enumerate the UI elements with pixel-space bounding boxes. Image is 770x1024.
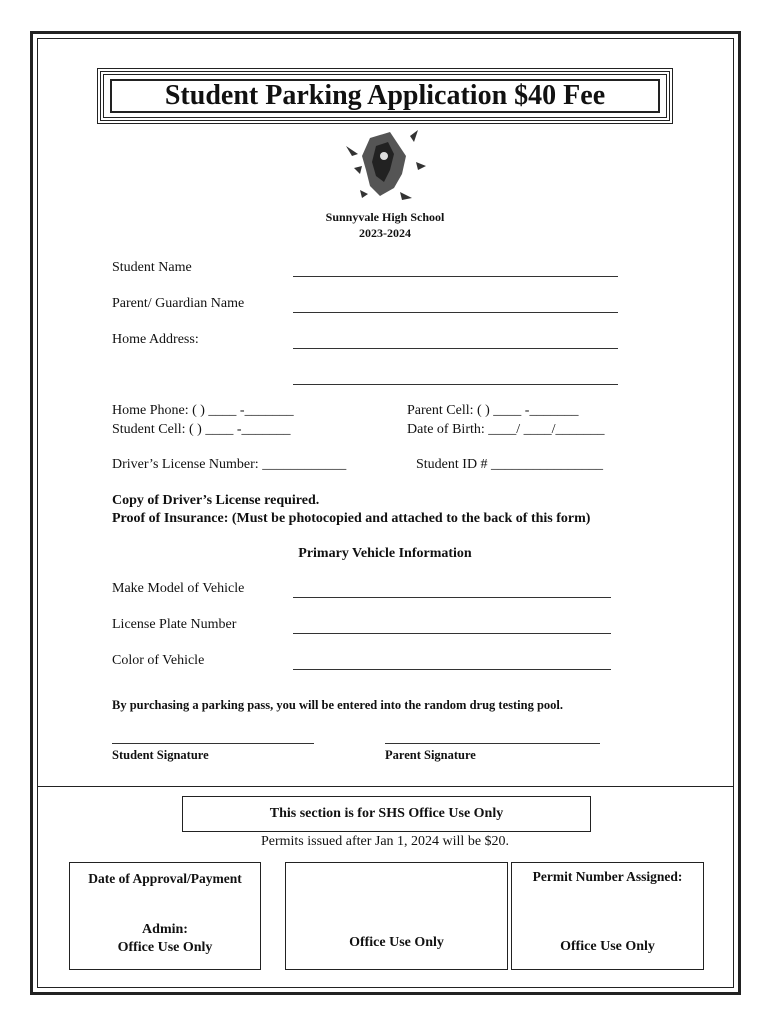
make-model-label: Make Model of Vehicle: [112, 581, 245, 596]
license-number-field[interactable]: Driver’s License Number: ____________: [112, 457, 347, 472]
license-requirement: Copy of Driver’s License required.: [112, 493, 320, 508]
vehicle-heading: Primary Vehicle Information: [298, 546, 472, 561]
form-title: Student Parking Application $40 Fee: [110, 79, 660, 113]
parent-cell-field[interactable]: Parent Cell: ( ) ____ -_______: [407, 403, 579, 418]
middle-office-box: [285, 862, 508, 970]
insurance-requirement: Proof of Insurance: (Must be photocopied and attached to the back of this form): [112, 511, 591, 526]
color-label: Color of Vehicle: [112, 653, 205, 668]
permit-price-note: Permits issued after Jan 1, 2024 will be $20.: [260, 834, 510, 849]
student-name-line[interactable]: [293, 276, 618, 277]
student-signature-label: Student Signature: [112, 748, 209, 762]
approval-date-title: Date of Approval/Payment: [88, 871, 242, 886]
color-line[interactable]: [293, 669, 611, 670]
home-address-label: Home Address:: [112, 332, 199, 347]
parent-name-line[interactable]: [293, 312, 618, 313]
home-phone-field[interactable]: Home Phone: ( ) ____ -_______: [112, 403, 294, 418]
student-cell-field[interactable]: Student Cell: ( ) ____ -_______: [112, 422, 291, 437]
student-id-field[interactable]: Student ID # ________________: [416, 457, 604, 472]
school-mascot-logo: [340, 126, 432, 208]
section-divider: [37, 786, 734, 787]
permit-number-box: [511, 862, 704, 970]
plate-line[interactable]: [293, 633, 611, 634]
box2-office-use: Office Use Only: [349, 935, 444, 950]
drug-testing-notice: By purchasing a parking pass, you will be entered into the random drug testing pool.: [112, 698, 563, 712]
home-address-line-1[interactable]: [293, 348, 618, 349]
title-box: [100, 71, 670, 121]
plate-label: License Plate Number: [112, 617, 237, 632]
school-year: 2023-2024: [359, 226, 411, 240]
dob-field[interactable]: Date of Birth: ____/ ____/_______: [407, 422, 605, 437]
parent-name-label: Parent/ Guardian Name: [112, 296, 245, 311]
home-address-line-2[interactable]: [293, 384, 618, 385]
admin-label: Admin:: [142, 922, 188, 937]
parent-signature-label: Parent Signature: [385, 748, 476, 762]
office-use-banner: [182, 796, 591, 832]
student-signature-line[interactable]: [112, 743, 314, 744]
box3-office-use: Office Use Only: [560, 939, 655, 954]
make-model-line[interactable]: [293, 597, 611, 598]
school-name: Sunnyvale High School: [325, 210, 445, 224]
box1-office-use: Office Use Only: [117, 940, 213, 955]
student-name-label: Student Name: [112, 260, 192, 275]
approval-date-box: [69, 862, 261, 970]
permit-number-title: Permit Number Assigned:: [532, 869, 683, 884]
parent-signature-line[interactable]: [385, 743, 600, 744]
office-use-heading: This section is for SHS Office Use Only: [269, 806, 504, 821]
